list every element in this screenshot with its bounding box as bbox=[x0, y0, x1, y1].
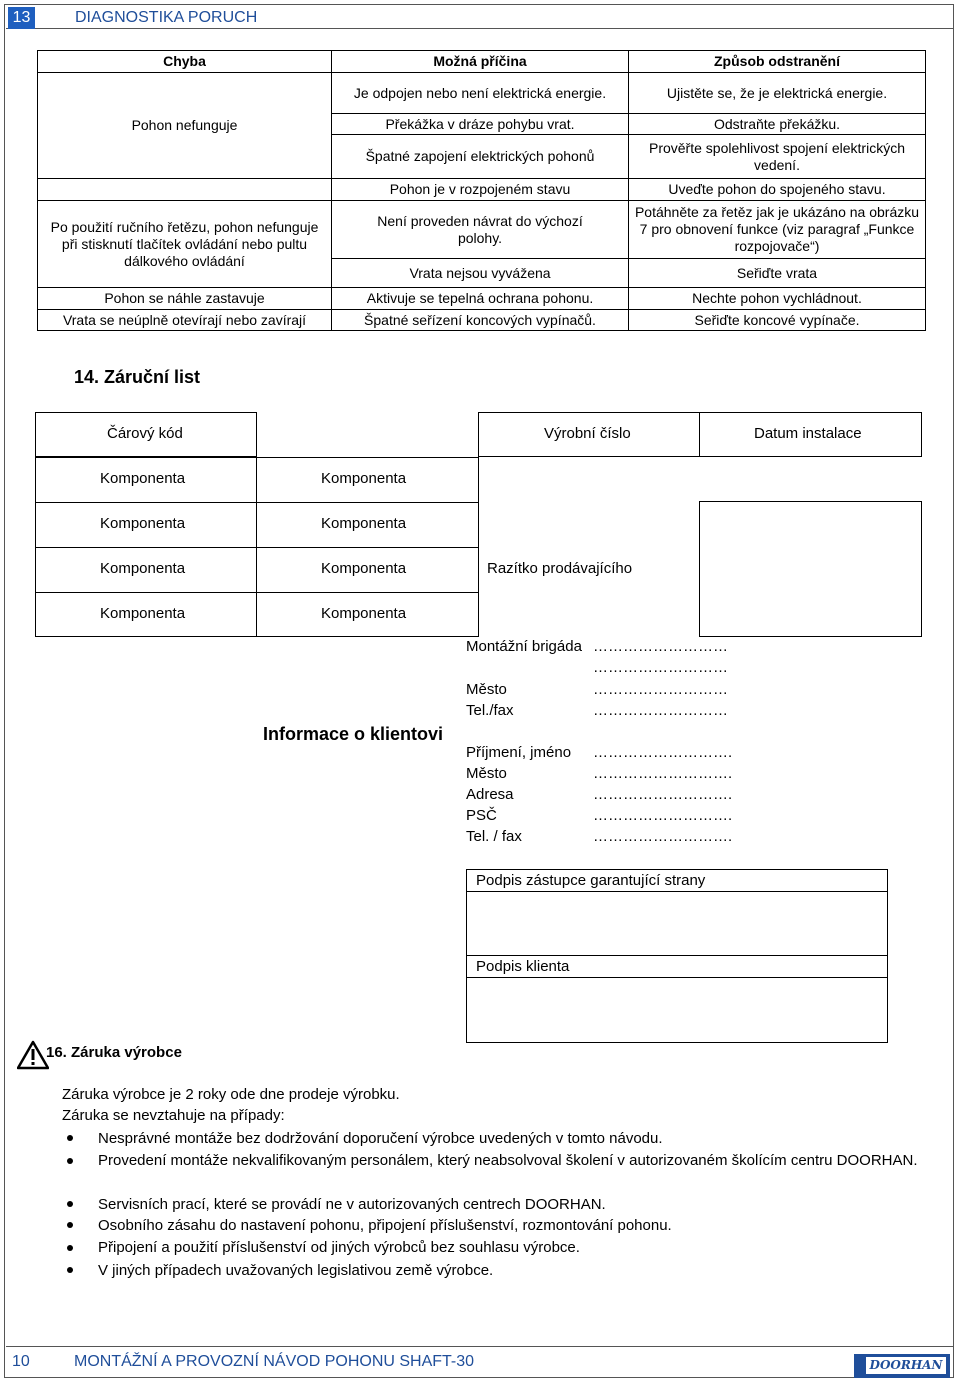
client-city-field[interactable]: ………………………. bbox=[593, 765, 733, 782]
city-field[interactable]: ……………………… bbox=[593, 681, 728, 698]
fault-cell: Pohon se náhle zastavuje bbox=[38, 288, 332, 310]
zip-field[interactable]: ………………………. bbox=[593, 807, 733, 824]
list-item: V jiných případech uvažovaných legislativou země výrobce. bbox=[98, 1262, 494, 1279]
fault-cell: Pohon nefunguje bbox=[38, 73, 332, 179]
component-grid-line bbox=[35, 547, 479, 548]
footer-rule bbox=[6, 1346, 954, 1347]
barcode-label: Čárový kód bbox=[107, 425, 183, 442]
fault-cell: Po použití ručního řetězu, pohon nefunguje při stisknutí tlačítek ovládání nebo pultu dálkového ovládání bbox=[38, 201, 332, 288]
fix-cell: Seřiďte vrata bbox=[629, 259, 926, 288]
component-label: Komponenta bbox=[100, 560, 186, 577]
guarantor-signature-label: Podpis zástupce garantující strany bbox=[476, 872, 706, 889]
component-grid-line bbox=[35, 502, 479, 503]
cause-cell: Špatné zapojení elektrických pohonů bbox=[332, 135, 629, 179]
warranty-exclusions-intro: Záruka se nevztahuje na případy: bbox=[62, 1107, 285, 1124]
fix-cell: Prověřte spolehlivost spojení elektrických vedení. bbox=[629, 135, 926, 179]
diagnostics-table bbox=[37, 50, 926, 331]
address-field[interactable]: ………………………. bbox=[593, 786, 733, 803]
table-row bbox=[38, 201, 926, 259]
fix-cell: Seřiďte koncové vypínače. bbox=[629, 310, 926, 331]
zip-label: PSČ bbox=[466, 807, 497, 824]
bullet-icon bbox=[67, 1267, 73, 1273]
fix-cell: Nechte pohon vychládnout. bbox=[629, 288, 926, 310]
table-header-row bbox=[38, 51, 926, 73]
component-label: Komponenta bbox=[100, 605, 186, 622]
client-phone-label: Tel. / fax bbox=[466, 828, 522, 845]
address-label: Adresa bbox=[466, 786, 514, 803]
component-label: Komponenta bbox=[321, 470, 407, 487]
install-date-label: Datum instalace bbox=[754, 425, 862, 442]
page-number: 10 bbox=[12, 1353, 30, 1370]
signature-line bbox=[466, 955, 888, 956]
list-item: Osobního zásahu do nastavení pohonu, připojení příslušenství, rozmontování pohonu. bbox=[98, 1217, 672, 1234]
stamp-box[interactable] bbox=[699, 501, 922, 637]
section-number-badge: 13 bbox=[8, 7, 35, 29]
column-header: Možná příčina bbox=[332, 51, 629, 73]
fix-cell: Ujistěte se, že je elektrická energie. bbox=[629, 73, 926, 114]
installer-field-line2[interactable]: ……………………… bbox=[593, 659, 728, 676]
fault-cell: Vrata se neúplně otevírají nebo zavírají bbox=[38, 310, 332, 331]
doorhan-logo bbox=[854, 1354, 950, 1378]
warranty-heading: 14. Záruční list bbox=[74, 367, 201, 387]
signature-line bbox=[466, 891, 888, 892]
installer-field[interactable]: ……………………… bbox=[593, 638, 728, 655]
client-city-label: Město bbox=[466, 765, 507, 782]
list-item: Připojení a použití příslušenství od jiných výrobců bez souhlasu výrobce. bbox=[98, 1239, 580, 1256]
signature-line bbox=[466, 977, 888, 978]
fix-cell: Potáhněte za řetěz jak je ukázáno na obrázku 7 pro obnovení funkce (viz paragraf „Funkce rozpojovače“) bbox=[629, 201, 926, 259]
bullet-icon bbox=[67, 1222, 73, 1228]
list-item: Nesprávné montáže bez dodržování doporučení výrobce uvedených v tomto návodu. bbox=[98, 1130, 663, 1147]
fix-cell: Uveďte pohon do spojeného stavu. bbox=[629, 179, 926, 201]
client-phone-field[interactable]: ………………………. bbox=[593, 828, 733, 845]
warranty-period-text: Záruka výrobce je 2 roky ode dne prodeje výrobku. bbox=[62, 1086, 400, 1103]
cause-cell: Pohon je v rozpojeném stavu bbox=[332, 179, 629, 201]
fault-cell-empty bbox=[38, 179, 332, 201]
cause-cell: Špatné seřízení koncových vypínačů. bbox=[332, 310, 629, 331]
bullet-icon bbox=[67, 1135, 73, 1141]
bullet-icon bbox=[67, 1201, 73, 1207]
cause-cell: Vrata nejsou vyvážena bbox=[332, 259, 629, 288]
signature-box[interactable] bbox=[466, 869, 888, 1043]
phone-field[interactable]: ……………………… bbox=[593, 702, 728, 719]
column-header: Způsob odstranění bbox=[629, 51, 926, 73]
cause-cell: Není proveden návrat do výchozí polohy. bbox=[332, 201, 629, 259]
component-grid-line bbox=[35, 592, 479, 593]
component-label: Komponenta bbox=[100, 515, 186, 532]
manufacturer-warranty-heading: 16. Záruka výrobce bbox=[46, 1044, 182, 1061]
cause-cell: Překážka v dráze pohybu vrat. bbox=[332, 114, 629, 135]
component-label: Komponenta bbox=[321, 605, 407, 622]
bullet-icon bbox=[67, 1245, 73, 1251]
table-row bbox=[38, 288, 926, 310]
component-label: Komponenta bbox=[321, 560, 407, 577]
cause-cell: Je odpojen nebo není elektrická energie. bbox=[332, 73, 629, 114]
surname-field[interactable]: ………………………. bbox=[593, 744, 733, 761]
serial-label: Výrobní číslo bbox=[544, 425, 631, 442]
client-signature-label: Podpis klienta bbox=[476, 958, 570, 975]
stamp-label: Razítko prodávajícího bbox=[487, 560, 633, 577]
component-label: Komponenta bbox=[100, 470, 186, 487]
list-item: Provedení montáže nekvalifikovaným personálem, který neabsolvoval školení v autorizovaném školícím centru DOORHAN. bbox=[98, 1152, 918, 1169]
fix-cell: Odstraňte překážku. bbox=[629, 114, 926, 135]
warning-icon bbox=[17, 1040, 49, 1073]
client-info-title: Informace o klientovi bbox=[263, 724, 444, 744]
component-label: Komponenta bbox=[321, 515, 407, 532]
cause-cell: Aktivuje se tepelná ochrana pohonu. bbox=[332, 288, 629, 310]
table-row bbox=[38, 179, 926, 201]
surname-label: Příjmení, jméno bbox=[466, 744, 572, 761]
phone-label: Tel./fax bbox=[466, 702, 514, 719]
section-title: DIAGNOSTIKA PORUCH bbox=[75, 9, 258, 26]
installer-label: Montážní brigáda bbox=[466, 638, 582, 655]
logo-text: DOORHAN bbox=[866, 1357, 946, 1374]
city-label: Město bbox=[466, 681, 507, 698]
table-row bbox=[38, 73, 926, 114]
table-row bbox=[38, 310, 926, 331]
footer-title: MONTÁŽNÍ A PROVOZNÍ NÁVOD POHONU SHAFT-30 bbox=[74, 1353, 475, 1370]
page-header bbox=[6, 5, 954, 29]
bullet-icon bbox=[67, 1158, 73, 1164]
list-item: Servisních prací, které se provádí ne v autorizovaných centrech DOORHAN. bbox=[98, 1196, 606, 1213]
column-header: Chyba bbox=[38, 51, 332, 73]
